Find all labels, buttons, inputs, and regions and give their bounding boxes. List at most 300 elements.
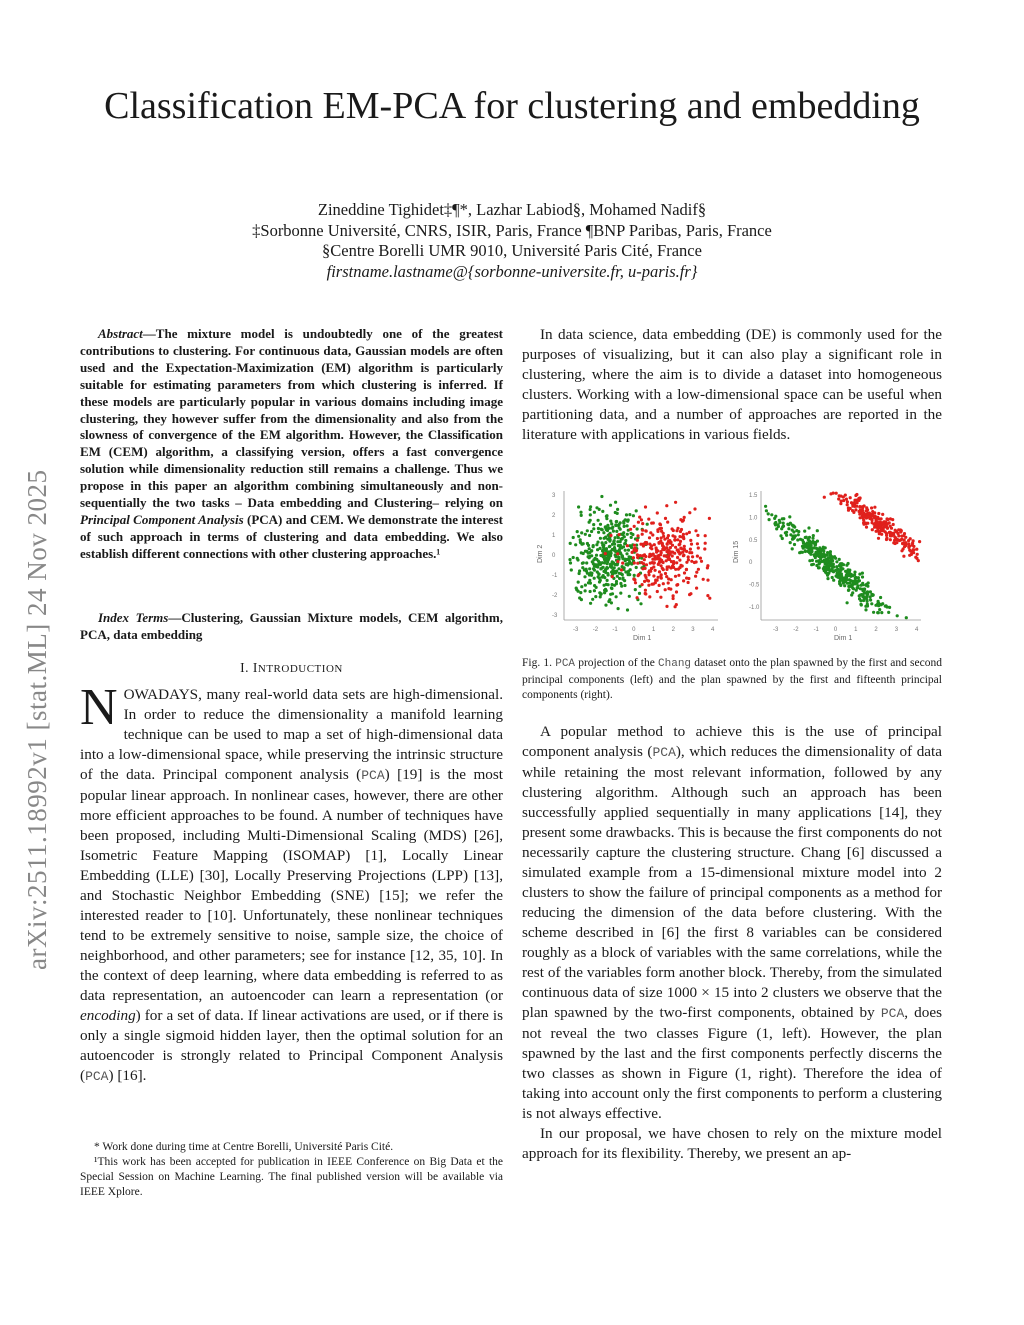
point-class-2 bbox=[696, 542, 699, 545]
point-class-1 bbox=[589, 590, 592, 593]
point-class-1 bbox=[617, 536, 620, 539]
point-class-2 bbox=[636, 553, 639, 556]
point-class-1 bbox=[864, 608, 867, 611]
point-class-1 bbox=[815, 564, 818, 567]
point-class-2 bbox=[689, 548, 692, 551]
point-class-1 bbox=[826, 577, 829, 580]
point-class-1 bbox=[613, 546, 616, 549]
left-y-tick-label: -1 bbox=[552, 573, 558, 579]
point-class-1 bbox=[574, 543, 577, 546]
point-class-1 bbox=[854, 576, 857, 579]
point-class-1 bbox=[869, 598, 872, 601]
point-class-2 bbox=[645, 563, 648, 566]
point-class-2 bbox=[660, 573, 663, 576]
point-class-2 bbox=[604, 552, 607, 555]
point-class-1 bbox=[838, 558, 841, 561]
point-class-2 bbox=[845, 498, 848, 501]
point-class-2 bbox=[865, 526, 868, 529]
point-class-1 bbox=[604, 588, 607, 591]
point-class-1 bbox=[575, 588, 578, 591]
point-class-2 bbox=[656, 537, 659, 540]
point-class-1 bbox=[578, 572, 581, 575]
point-class-1 bbox=[797, 533, 800, 536]
point-class-1 bbox=[593, 577, 596, 580]
point-class-1 bbox=[866, 600, 869, 603]
point-class-2 bbox=[688, 531, 691, 534]
point-class-1 bbox=[798, 551, 801, 554]
point-class-1 bbox=[807, 526, 810, 529]
point-class-1 bbox=[586, 529, 589, 532]
point-class-2 bbox=[647, 573, 650, 576]
point-class-1 bbox=[822, 546, 825, 549]
point-class-2 bbox=[694, 575, 697, 578]
point-class-2 bbox=[706, 594, 709, 597]
point-class-1 bbox=[847, 562, 850, 565]
point-class-1 bbox=[588, 567, 591, 570]
point-class-2 bbox=[644, 589, 647, 592]
point-class-1 bbox=[818, 546, 821, 549]
point-class-1 bbox=[775, 527, 778, 530]
point-class-1 bbox=[850, 593, 853, 596]
point-class-1 bbox=[590, 554, 593, 557]
point-class-1 bbox=[781, 525, 784, 528]
point-class-1 bbox=[613, 539, 616, 542]
point-class-2 bbox=[675, 603, 678, 606]
point-class-1 bbox=[595, 586, 598, 589]
point-class-2 bbox=[671, 551, 674, 554]
point-class-2 bbox=[908, 549, 911, 552]
point-class-1 bbox=[635, 509, 638, 512]
point-class-1 bbox=[829, 560, 832, 563]
point-class-1 bbox=[597, 531, 600, 534]
point-class-2 bbox=[851, 505, 854, 508]
point-class-2 bbox=[649, 531, 652, 534]
point-class-2 bbox=[672, 594, 675, 597]
point-class-1 bbox=[588, 521, 591, 524]
right-x-tick-label: -1 bbox=[813, 627, 819, 633]
footnotes bbox=[80, 1140, 503, 1200]
point-class-2 bbox=[645, 530, 648, 533]
section-title-rest: NTRODUCTION bbox=[257, 663, 343, 675]
point-class-1 bbox=[860, 593, 863, 596]
point-class-1 bbox=[764, 505, 767, 508]
point-class-2 bbox=[664, 588, 667, 591]
point-class-1 bbox=[585, 550, 588, 553]
point-class-2 bbox=[654, 579, 657, 582]
point-class-2 bbox=[823, 496, 826, 499]
point-class-1 bbox=[616, 575, 619, 578]
point-class-1 bbox=[626, 520, 629, 523]
point-class-2 bbox=[832, 492, 835, 495]
point-class-2 bbox=[902, 555, 905, 558]
index-terms bbox=[80, 610, 503, 644]
right-paragraph-2 bbox=[522, 722, 942, 1124]
point-class-2 bbox=[846, 503, 849, 506]
point-class-1 bbox=[782, 517, 785, 520]
point-class-1 bbox=[905, 616, 908, 619]
point-class-1 bbox=[595, 558, 598, 561]
point-class-2 bbox=[885, 534, 888, 537]
point-class-1 bbox=[604, 541, 607, 544]
point-class-2 bbox=[680, 528, 683, 531]
abstract-text-2: (PCA) and CEM. We demonstrate the interest of such approach in terms of clustering and data embedding. We also establish different connections with other clustering approaches.¹ bbox=[80, 511, 503, 561]
left-x-tick-label: 1 bbox=[651, 627, 656, 633]
point-class-1 bbox=[569, 561, 572, 564]
point-class-1 bbox=[834, 557, 837, 560]
point-class-1 bbox=[576, 530, 579, 533]
point-class-2 bbox=[651, 583, 654, 586]
point-class-2 bbox=[667, 577, 670, 580]
point-class-1 bbox=[630, 536, 633, 539]
point-class-1 bbox=[621, 557, 624, 560]
point-class-2 bbox=[704, 542, 707, 545]
point-class-1 bbox=[624, 539, 627, 542]
point-class-2 bbox=[690, 543, 693, 546]
point-class-1 bbox=[606, 579, 609, 582]
point-class-2 bbox=[683, 571, 686, 574]
point-class-1 bbox=[787, 523, 790, 526]
point-class-1 bbox=[861, 575, 864, 578]
right-x-tick-label: 2 bbox=[874, 627, 878, 633]
point-class-2 bbox=[891, 518, 894, 521]
point-class-1 bbox=[815, 551, 818, 554]
point-class-2 bbox=[880, 529, 883, 532]
point-class-1 bbox=[859, 599, 862, 602]
point-class-2 bbox=[655, 546, 658, 549]
point-class-1 bbox=[570, 568, 573, 571]
point-class-2 bbox=[674, 575, 677, 578]
point-class-2 bbox=[658, 570, 661, 573]
point-class-1 bbox=[614, 501, 617, 504]
point-class-1 bbox=[845, 578, 848, 581]
point-class-2 bbox=[663, 554, 666, 557]
point-class-1 bbox=[870, 602, 873, 605]
point-class-2 bbox=[870, 506, 873, 509]
point-class-2 bbox=[699, 557, 702, 560]
point-class-2 bbox=[640, 561, 643, 564]
point-class-1 bbox=[831, 576, 834, 579]
point-class-2 bbox=[892, 532, 895, 535]
point-class-1 bbox=[577, 581, 580, 584]
point-class-1 bbox=[569, 542, 572, 545]
point-class-2 bbox=[677, 574, 680, 577]
point-class-2 bbox=[648, 543, 651, 546]
point-class-2 bbox=[676, 538, 679, 541]
point-class-1 bbox=[585, 561, 588, 564]
point-class-1 bbox=[808, 546, 811, 549]
left-y-label: Dim 2 bbox=[537, 544, 544, 563]
point-class-2 bbox=[661, 542, 664, 545]
point-class-2 bbox=[695, 571, 698, 574]
point-class-2 bbox=[849, 496, 852, 499]
point-class-2 bbox=[908, 554, 911, 557]
point-class-2 bbox=[689, 592, 692, 595]
right-x-tick-label: 0 bbox=[833, 627, 838, 633]
point-class-2 bbox=[651, 558, 654, 561]
point-class-2 bbox=[693, 561, 696, 564]
point-class-2 bbox=[626, 544, 629, 547]
point-class-1 bbox=[843, 584, 846, 587]
point-class-1 bbox=[836, 576, 839, 579]
drop-cap: N bbox=[80, 679, 118, 736]
point-class-2 bbox=[662, 546, 665, 549]
point-class-1 bbox=[594, 595, 597, 598]
point-class-1 bbox=[792, 537, 795, 540]
point-class-1 bbox=[784, 531, 787, 534]
index-terms-text: —Clustering, Gaussian Mixture models, CEM algorithm, PCA, data embedding bbox=[80, 610, 503, 642]
right-y-tick-label: 0 bbox=[749, 560, 753, 567]
point-class-1 bbox=[879, 596, 882, 599]
point-class-2 bbox=[915, 548, 918, 551]
point-class-1 bbox=[869, 590, 872, 593]
point-class-1 bbox=[597, 527, 600, 530]
point-class-1 bbox=[605, 515, 608, 518]
point-class-2 bbox=[697, 546, 700, 549]
point-class-2 bbox=[647, 584, 650, 587]
point-class-1 bbox=[787, 527, 790, 530]
section-number: I. bbox=[240, 660, 253, 675]
footnote-1: * Work done during time at Centre Borelli, Université Paris Cité. bbox=[94, 1141, 394, 1153]
point-class-2 bbox=[671, 554, 674, 557]
point-class-2 bbox=[682, 579, 685, 582]
point-class-2 bbox=[676, 583, 679, 586]
point-class-1 bbox=[610, 601, 613, 604]
point-class-2 bbox=[696, 555, 699, 558]
point-class-1 bbox=[577, 535, 580, 538]
point-class-2 bbox=[661, 567, 664, 570]
point-class-1 bbox=[632, 514, 635, 517]
left-x-label: Dim 1 bbox=[633, 635, 652, 642]
right-y-tick-label: 1.0 bbox=[749, 515, 758, 522]
caption-text-2: dataset onto the plan spawned by the first and second principal components (left) and the plan spawned by the first and fifteenth principal components (right). bbox=[522, 657, 942, 701]
point-class-2 bbox=[890, 527, 893, 530]
point-class-2 bbox=[644, 505, 647, 508]
right-y-tick-label: -1.0 bbox=[749, 605, 760, 611]
point-class-1 bbox=[601, 549, 604, 552]
point-class-1 bbox=[839, 579, 842, 582]
figure-caption bbox=[522, 656, 942, 704]
point-class-1 bbox=[597, 519, 600, 522]
point-class-1 bbox=[584, 584, 587, 587]
point-class-2 bbox=[898, 539, 901, 542]
point-class-2 bbox=[652, 574, 655, 577]
point-class-2 bbox=[643, 558, 646, 561]
point-class-2 bbox=[917, 559, 920, 562]
point-class-2 bbox=[629, 528, 632, 531]
point-class-2 bbox=[666, 521, 669, 524]
point-class-2 bbox=[690, 551, 693, 554]
point-class-2 bbox=[855, 505, 858, 508]
point-class-1 bbox=[625, 558, 628, 561]
point-class-1 bbox=[778, 521, 781, 524]
point-class-1 bbox=[638, 592, 641, 595]
point-class-1 bbox=[811, 537, 814, 540]
point-class-1 bbox=[887, 611, 890, 614]
point-class-2 bbox=[909, 537, 912, 540]
rp2-pca-2: PCA bbox=[880, 1006, 905, 1021]
point-class-1 bbox=[824, 571, 827, 574]
point-class-1 bbox=[609, 538, 612, 541]
point-class-1 bbox=[628, 513, 631, 516]
point-class-2 bbox=[903, 545, 906, 548]
point-class-1 bbox=[803, 530, 806, 533]
point-class-1 bbox=[856, 584, 859, 587]
point-class-2 bbox=[658, 522, 661, 525]
point-class-2 bbox=[659, 596, 662, 599]
point-class-2 bbox=[667, 581, 670, 584]
point-class-2 bbox=[669, 588, 672, 591]
point-class-1 bbox=[620, 585, 623, 588]
point-class-1 bbox=[620, 546, 623, 549]
point-class-2 bbox=[884, 530, 887, 533]
point-class-1 bbox=[624, 570, 627, 573]
point-class-1 bbox=[583, 575, 586, 578]
right-scatter-plot bbox=[733, 491, 921, 642]
point-class-2 bbox=[693, 507, 696, 510]
point-class-2 bbox=[877, 530, 880, 533]
point-class-2 bbox=[877, 512, 880, 515]
point-class-1 bbox=[619, 552, 622, 555]
point-class-2 bbox=[649, 546, 652, 549]
point-class-2 bbox=[846, 500, 849, 503]
point-class-2 bbox=[854, 494, 857, 497]
section-heading bbox=[80, 660, 503, 676]
point-class-2 bbox=[653, 543, 656, 546]
point-class-2 bbox=[672, 566, 675, 569]
point-class-1 bbox=[614, 536, 617, 539]
point-class-2 bbox=[666, 565, 669, 568]
point-class-1 bbox=[615, 570, 618, 573]
point-class-1 bbox=[801, 551, 804, 554]
point-class-2 bbox=[916, 553, 919, 556]
right-x-tick-label: 1 bbox=[854, 627, 858, 633]
point-class-2 bbox=[873, 511, 876, 514]
point-class-1 bbox=[832, 579, 835, 582]
point-class-1 bbox=[579, 538, 582, 541]
author-email: firstname.lastname@{sorbonne-universite.fr, u-paris.fr} bbox=[326, 261, 698, 281]
point-class-1 bbox=[880, 611, 883, 614]
intro-text-4: ) [16]. bbox=[108, 1067, 147, 1084]
point-class-2 bbox=[654, 569, 657, 572]
point-class-1 bbox=[810, 563, 813, 566]
point-class-2 bbox=[885, 538, 888, 541]
point-class-2 bbox=[636, 539, 639, 542]
point-class-2 bbox=[641, 567, 644, 570]
point-class-2 bbox=[618, 533, 621, 536]
point-class-2 bbox=[640, 518, 643, 521]
point-class-1 bbox=[599, 593, 602, 596]
point-class-1 bbox=[770, 513, 773, 516]
point-class-1 bbox=[635, 566, 638, 569]
point-class-2 bbox=[648, 555, 651, 558]
right-x-tick-label: 3 bbox=[894, 627, 899, 633]
point-class-2 bbox=[694, 529, 697, 532]
point-class-2 bbox=[665, 504, 668, 507]
figure-1-svg bbox=[536, 485, 936, 645]
point-class-1 bbox=[582, 561, 585, 564]
point-class-1 bbox=[807, 538, 810, 541]
right-y-tick-label: 1.5 bbox=[749, 493, 758, 499]
point-class-2 bbox=[847, 506, 850, 509]
point-class-1 bbox=[818, 562, 821, 565]
point-class-1 bbox=[797, 530, 800, 533]
rp2-text-2: ), which reduces the dimensionality of data while retaining the most relevant information, followed by any clustering algorithm. Although such an approach has been successfully applied sequentially in many applications [14], they present some drawbacks. This is because the first components do not necessarily capture the clustering structure. Chang [6] discussed a simulated example from a 15-dimensional mixture model into 2 clusters to show the failure of principal components as a method for reducing the dimension of the data before clustering. With the scheme described in [6] the first 8 variables can be considered roughly as a block of variables with the same correlations, while the rest of the variables form another block. Thereby, from the simulated continuous data of size 1000 × 15 into 2 clusters we observe that the plan spawned by the two-first components, obtained by bbox=[522, 743, 942, 1021]
point-class-2 bbox=[897, 534, 900, 537]
point-class-1 bbox=[804, 536, 807, 539]
right-x-tick-label: -3 bbox=[773, 627, 779, 633]
caption-dataset-name: Chang bbox=[658, 658, 692, 670]
point-class-1 bbox=[604, 604, 607, 607]
point-class-1 bbox=[804, 549, 807, 552]
point-class-2 bbox=[632, 578, 635, 581]
point-class-1 bbox=[859, 587, 862, 590]
point-class-1 bbox=[589, 505, 592, 508]
point-class-1 bbox=[860, 584, 863, 587]
point-class-1 bbox=[774, 523, 777, 526]
point-class-2 bbox=[633, 544, 636, 547]
point-class-1 bbox=[589, 582, 592, 585]
left-y-tick-label: -2 bbox=[552, 593, 558, 599]
point-class-2 bbox=[675, 590, 678, 593]
point-class-2 bbox=[656, 549, 659, 552]
point-class-2 bbox=[671, 527, 674, 530]
point-class-2 bbox=[676, 556, 679, 559]
point-class-1 bbox=[604, 559, 607, 562]
right-paragraph-3: In our proposal, we have chosen to rely on the mixture model approach for its flexibility. Thereby, we present an ap- bbox=[522, 1125, 942, 1162]
point-class-1 bbox=[619, 592, 622, 595]
point-class-2 bbox=[708, 597, 711, 600]
point-class-1 bbox=[580, 598, 583, 601]
point-class-1 bbox=[597, 572, 600, 575]
point-class-1 bbox=[614, 524, 617, 527]
point-class-1 bbox=[788, 515, 791, 518]
point-class-2 bbox=[675, 561, 678, 564]
point-class-2 bbox=[900, 529, 903, 532]
point-class-2 bbox=[673, 535, 676, 538]
point-class-1 bbox=[621, 573, 624, 576]
right-y-tick-label: 0.5 bbox=[749, 537, 758, 544]
point-class-1 bbox=[572, 536, 575, 539]
point-class-1 bbox=[791, 547, 794, 550]
point-class-2 bbox=[865, 515, 868, 518]
point-class-1 bbox=[606, 524, 609, 527]
point-class-2 bbox=[683, 545, 686, 548]
point-class-1 bbox=[636, 527, 639, 530]
intro-text-2: ) [19] is the most popular linear approach. In nonlinear cases, however, there are other more efficient approaches to be found. A number of techniques have been proposed, including Multi-Dimensional Scaling (MDS) [26], Isometric Feature Mapping (ISOMAP) [1], Locally Linear Embedding (LLE) [30], Locally Preserving Projections (LPP) [13], and Stochastic Neighbor Embedding (SNE) [15]; we refer the interested reader to [10]. Unfortunately, these nonlinear techniques tend to be extremely sensitive to noise, sample size, the choice of neighborhood, and other parameters; see for instance [12, 35, 10]. In the context of deep learning, where data embedding is referred to as data representation, an autoencoder can learn a representation (or bbox=[80, 766, 503, 1004]
point-class-2 bbox=[871, 521, 874, 524]
point-class-2 bbox=[873, 506, 876, 509]
point-class-1 bbox=[613, 584, 616, 587]
point-class-2 bbox=[889, 533, 892, 536]
point-class-1 bbox=[633, 574, 636, 577]
affiliation-2: §Centre Borelli UMR 9010, Université Paris Cité, France bbox=[322, 241, 702, 260]
point-class-1 bbox=[590, 549, 593, 552]
figure-1 bbox=[536, 485, 936, 645]
point-class-1 bbox=[832, 569, 835, 572]
point-class-1 bbox=[599, 547, 602, 550]
point-class-2 bbox=[681, 551, 684, 554]
point-class-1 bbox=[600, 495, 603, 498]
point-class-1 bbox=[611, 563, 614, 566]
point-class-2 bbox=[862, 519, 865, 522]
point-class-1 bbox=[602, 570, 605, 573]
left-y-tick-label: 0 bbox=[552, 553, 556, 559]
point-class-2 bbox=[616, 552, 619, 555]
point-class-2 bbox=[657, 541, 660, 544]
right-x-label: Dim 1 bbox=[834, 635, 853, 642]
point-class-1 bbox=[623, 579, 626, 582]
point-class-1 bbox=[579, 511, 582, 514]
